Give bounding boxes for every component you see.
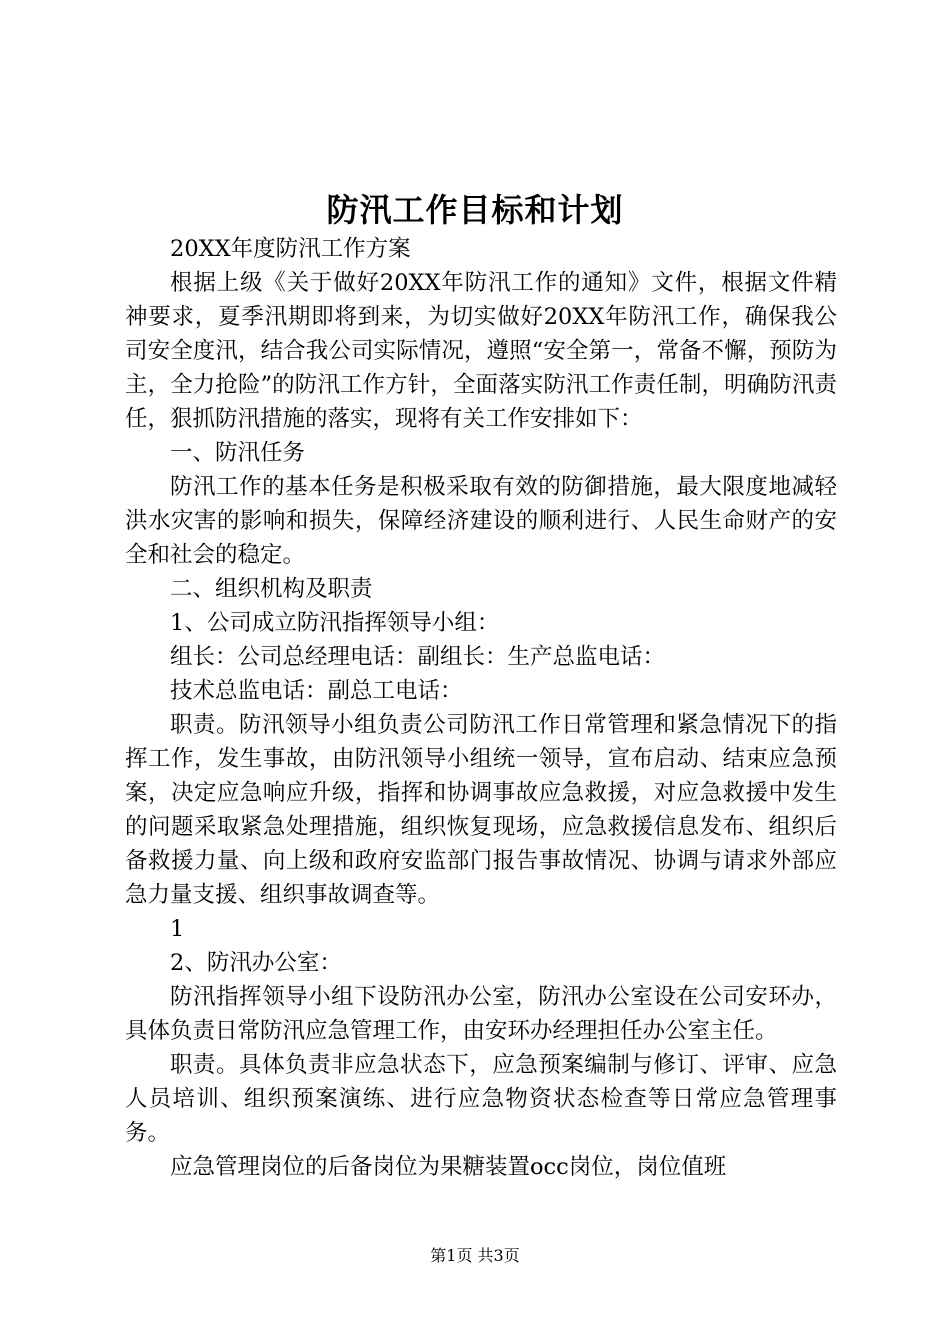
paragraph-group-leaders: 组长：公司总经理电话：副组长：生产总监电话： [170, 644, 666, 670]
page-footer: 第1页 共3页 [430, 1246, 520, 1265]
heading-organization: 二、组织机构及职责 [170, 576, 373, 602]
paragraph-office: 防汛指挥领导小组下设防汛办公室，防汛办公室设在公司安环办，具体负责日常防汛应急管理工作，由安环办经理担任办公室主任。 [125, 984, 837, 1044]
subheading-office: 2、防汛办公室： [170, 950, 342, 976]
paragraph-technical-leaders: 技术总监电话：副总工电话： [170, 678, 463, 704]
document-body [125, 232, 837, 1184]
paragraph-plan-name: 20XX年度防汛工作方案 [170, 236, 411, 262]
paragraph-group-duties: 职责。防汛领导小组负责公司防汛工作日常管理和紧急情况下的指挥工作，发生事故，由防汛领导小组统一领导，宣布启动、结束应急预案，决定应急响应升级，指挥和协调事故应急救援，对应急救援中发生的问题采取紧急处理措施，组织恢复现场，应急救援信息发布、组织后备救援力量、向上级和政府安监部门报告事故情况、协调与请求外部应急力量支援、组织事故调查等。 [125, 712, 837, 908]
heading-task: 一、防汛任务 [170, 440, 306, 466]
paragraph-backup-post: 应急管理岗位的后备岗位为果糖装置occ岗位，岗位值班 [170, 1154, 727, 1180]
paragraph-office-duties: 职责。具体负责非应急状态下，应急预案编制与修订、评审、应急人员培训、组织预案演练、进行应急物资状态检查等日常应急管理事务。 [125, 1052, 837, 1146]
document-title: 防汛工作目标和计划 [326, 191, 624, 229]
paragraph-page-marker: 1 [170, 916, 185, 942]
subheading-command-group: 1、公司成立防汛指挥领导小组： [170, 610, 500, 636]
paragraph-intro: 根据上级《关于做好20XX年防汛工作的通知》文件，根据文件精神要求，夏季汛期即将到来，为切实做好20XX年防汛工作，确保我公司安全度汛，结合我公司实际情况，遵照“安全第一，常备不懈，预防为主，全力抢险”的防汛工作方针，全面落实防汛工作责任制，明确防汛责任，狠抓防汛措施的落实，现将有关工作安排如下： [125, 270, 837, 432]
paragraph-task: 防汛工作的基本任务是积极采取有效的防御措施，最大限度地减轻洪水灾害的影响和损失，保障经济建设的顺利进行、人民生命财产的安全和社会的稳定。 [125, 474, 837, 568]
